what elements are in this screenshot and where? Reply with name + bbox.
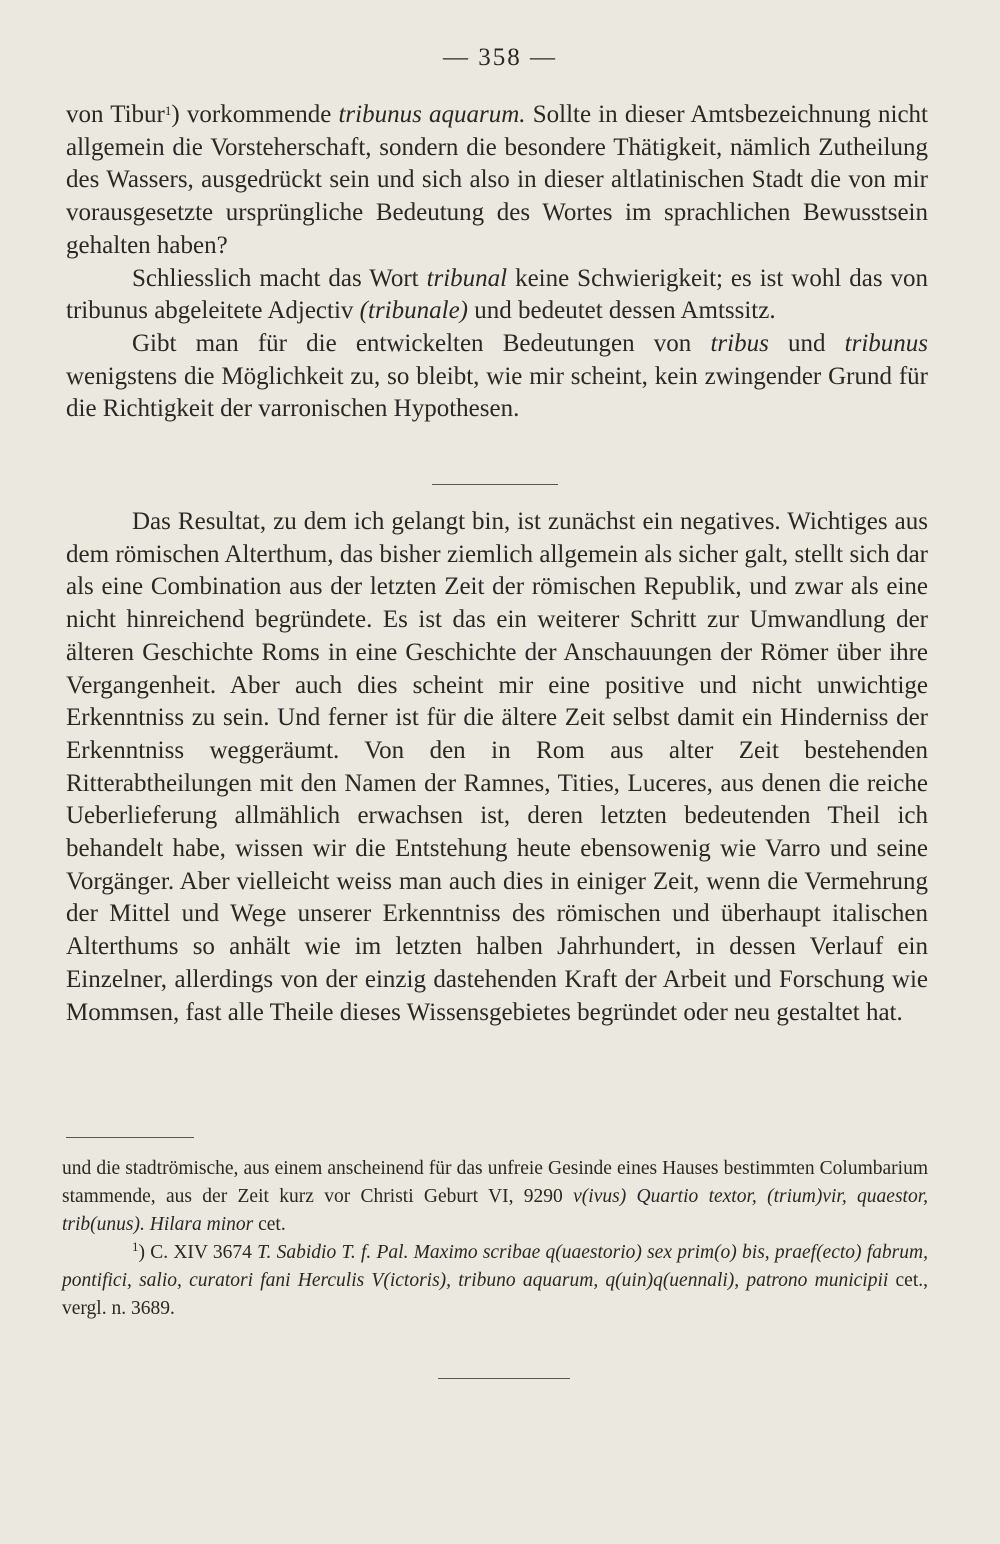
- footnote-reference: 1: [164, 103, 172, 118]
- end-rule: [438, 1378, 570, 1379]
- page-number: — 358 —: [443, 44, 557, 71]
- paragraph-1: von Tibur$^1$) vorkommende tribunus aquarum. Sollte in dieser Amtsbezeichnung nicht allgemein die Vorsteherschaft, sondern die besondere Thätigkeit, nämlich Zutheilung des Wassers, ausgedrückt sein und sich also in dieser altlatinischen Stadt die von mir vorausgesetzte ursprüngliche Bedeutung des Wortes im sprachlichen Bewusstsein gehalten haben?: [66, 101, 929, 259]
- paragraph-3: Gibt man für die entwickelten Bedeutungen von tribus und tribunus wenigstens die Möglichkeit zu, so bleibt, wie mir scheint, kein zwingender Grund für die Richtigkeit der varronischen Hypothesen.: [66, 329, 929, 423]
- footnote-marker: 1: [132, 1239, 139, 1254]
- main-text-conclusion: [66, 506, 928, 1029]
- paragraph-2: Schliesslich macht das Wort tribunal keine Schwierigkeit; es ist wohl das von tribunus abgeleitete Adjectiv (tribunale) und bedeutet dessen Amtssitz.: [66, 264, 928, 325]
- section-divider: [432, 484, 558, 485]
- footnote-continuation: und die stadtrömische, aus einem anscheinend für das unfreie Gesinde eines Hauses bestimmten Columbarium stammende, aus der Zeit kurz vor Christi Geburt VI, 9290 v(ivus) Quartio textor, (trium)vir, quaestor, trib(unus). Hilara minor cet.: [62, 1158, 928, 1235]
- footnote-1: $^1$) C. XIV 3674 T. Sabidio T. f. Pal. Maximo scribae q(uaestorio) sex prim(o) bis, praef(ecto) fabrum, pontifici, salio, curatori fani Herculis V(ictoris), tribuno aquarum, q(uin)q(uennali), patrono municipii cet., vergl. n. 3689.: [62, 1239, 928, 1319]
- footnote-rule: [66, 1137, 194, 1138]
- footnotes: [62, 1155, 928, 1323]
- main-text-upper: [66, 99, 928, 426]
- paragraph-4: Das Resultat, zu dem ich gelangt bin, ist zunächst ein negatives. Wichtiges aus dem römischen Alterthum, das bisher ziemlich allgemein als sicher galt, stellt sich dar als eine Combination aus der letzten Zeit der römischen Republik, und zwar als eine nicht hinreichend begründete. Es ist das ein weiterer Schritt zur Umwandlung der älteren Geschichte Roms in eine Geschichte der Anschauungen der Römer über ihre Vergangenheit. Aber auch dies scheint mir eine positive und nicht unwichtige Erkenntniss zu sein. Und ferner ist für die ältere Zeit selbst damit ein Hinderniss der Erkenntniss weggeräumt. Von den in Rom aus alter Zeit bestehenden Ritterabtheilungen mit den Namen der Ramnes, Tities, Luceres, aus denen die reiche Ueberlieferung allmählich erwachsen ist, deren letzten bedeutenden Theil ich behandelt habe, wissen wir die Entstehung heute ebensowenig wie Varro und seine Vorgänger. Aber vielleicht weiss man auch dies in einiger Zeit, wenn die Vermehrung der Mittel und Wege unserer Erkenntniss des römischen und überhaupt italischen Alterthums so anhält wie im letzten halben Jahrhundert, in dessen Verlauf ein Einzelner, allerdings von der einzig dastehenden Kraft der Arbeit und Forschung wie Mommsen, fast alle Theile dieses Wissensgebietes begründet oder neu gestaltet hat.: [66, 508, 928, 1026]
